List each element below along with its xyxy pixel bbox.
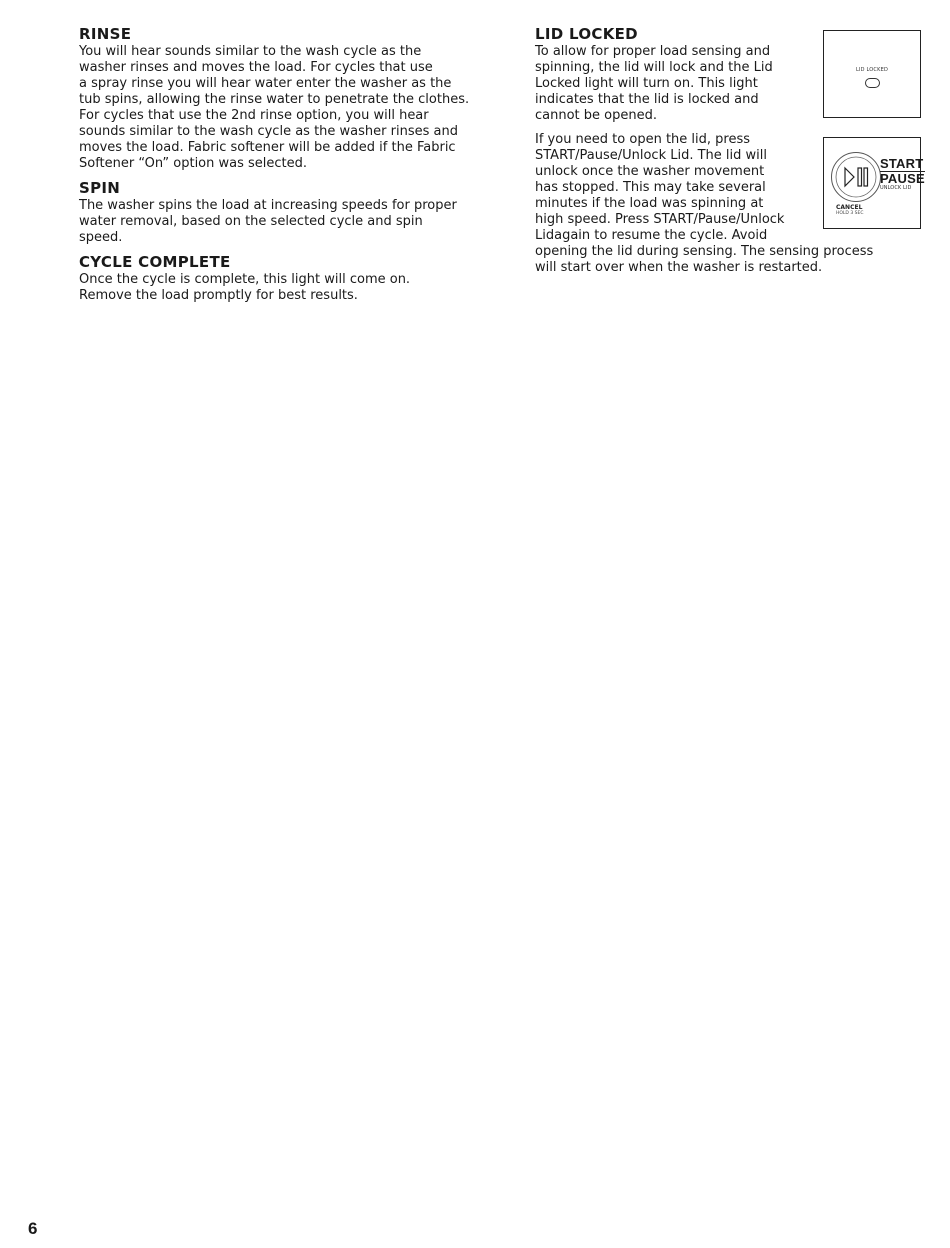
paragraph-line: washer rinses and moves the load. For cycles that use	[79, 60, 433, 75]
paragraph-line: You will hear sounds similar to the wash cycle as the	[79, 44, 422, 59]
paragraph-line: tub spins, allowing the rinse water to penetrate the clothes.	[79, 92, 470, 107]
rinse-heading: RINSE	[79, 25, 132, 43]
cycle-complete-paragraph	[79, 272, 479, 304]
paragraph-line: For cycles that use the 2nd rinse option, you will hear	[79, 108, 429, 123]
paragraph-line: high speed. Press START/Pause/Unlock	[535, 212, 785, 227]
pause-label: PAUSE	[880, 171, 925, 186]
paragraph-line: Once the cycle is complete, this light will come on.	[79, 272, 411, 287]
start-pause-panel	[823, 137, 925, 229]
paragraph-line: water removal, based on the selected cycle and spin	[79, 214, 423, 229]
paragraph-line: unlock once the washer movement	[535, 164, 765, 179]
paragraph-line: moves the load. Fabric softener will be added if the Fabric	[79, 140, 456, 155]
start-label: START	[880, 156, 924, 171]
unlock-lid-label: UNLOCK LID	[880, 185, 912, 191]
lid-locked-panel	[823, 30, 921, 118]
page-number: 6	[28, 1219, 38, 1238]
paragraph-line: Softener “On” option was selected.	[79, 156, 308, 171]
paragraph-line: If you need to open the lid, press	[535, 132, 751, 147]
paragraph-line: has stopped. This may take several	[535, 180, 766, 195]
paragraph-line: speed.	[79, 230, 123, 245]
paragraph-line: cannot be opened.	[535, 108, 657, 123]
indicator-light-icon	[865, 78, 880, 88]
spin-paragraph	[79, 198, 479, 246]
paragraph-line: The washer spins the load at increasing speeds for proper	[79, 198, 457, 213]
paragraph-line: opening the lid during sensing. The sensing process	[535, 244, 874, 259]
hold-label: HOLD 3 SEC	[836, 211, 864, 216]
paragraph-line: spinning, the lid will lock and the Lid	[535, 60, 773, 75]
paragraph-line: To allow for proper load sensing and	[535, 44, 771, 59]
lid-locked-heading: LID LOCKED	[535, 25, 638, 43]
paragraph-line: will start over when the washer is restarted.	[535, 260, 823, 275]
rinse-paragraph	[79, 44, 479, 172]
lid-locked-label: LID LOCKED	[855, 67, 889, 73]
paragraph-line: Locked light will turn on. This light	[535, 76, 758, 91]
paragraph-line: Lidagain to resume the cycle. Avoid	[535, 228, 768, 243]
spin-heading: SPIN	[79, 179, 121, 197]
paragraph-line: sounds similar to the wash cycle as the washer rinses and	[79, 124, 458, 139]
paragraph-line: Remove the load promptly for best results.	[79, 288, 358, 303]
paragraph-line: indicates that the lid is locked and	[535, 92, 759, 107]
left-column	[79, 24, 479, 304]
paragraph-line: START/Pause/Unlock Lid. The lid will	[535, 148, 767, 163]
cycle-complete-heading: CYCLE COMPLETE	[79, 253, 231, 271]
play-pause-icon	[831, 152, 881, 202]
cancel-label: CANCEL	[836, 204, 863, 211]
paragraph-line: minutes if the load was spinning at	[535, 196, 764, 211]
paragraph-line: a spray rinse you will hear water enter the washer as the	[79, 76, 452, 91]
